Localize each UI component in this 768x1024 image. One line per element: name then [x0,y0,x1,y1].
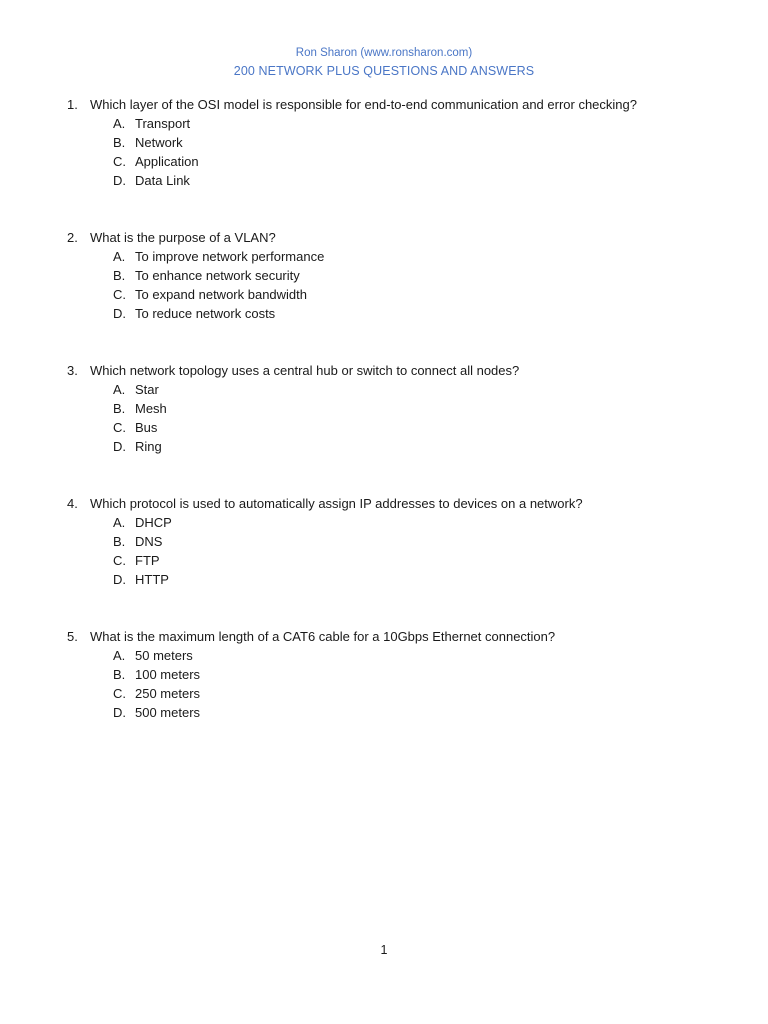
option-letter: A. [113,382,126,397]
answer-option-a [67,513,747,532]
answer-option-c [67,684,747,703]
option-text: Star [135,382,159,397]
option-text: DNS [135,534,163,549]
option-text: 50 meters [135,648,193,663]
answer-option-b [67,532,747,551]
answer-option-b [67,266,747,285]
question-1 [67,95,747,190]
question-number: 5. [67,629,78,644]
answer-option-c [67,551,747,570]
page-number: 1 [380,943,388,957]
question-text: Which network topology uses a central hub or switch to connect all nodes? [90,363,520,378]
question-text: What is the purpose of a VLAN? [90,230,276,245]
option-letter: C. [113,287,126,302]
option-text: DHCP [135,515,172,530]
question-3 [67,361,747,456]
option-text: To expand network bandwidth [135,287,308,302]
option-text: 100 meters [135,667,201,682]
question-2 [67,228,747,323]
answer-option-d [67,437,747,456]
answer-option-d [67,304,747,323]
answer-option-c [67,418,747,437]
question-number: 1. [67,97,78,112]
answer-option-c [67,285,747,304]
answer-option-b [67,133,747,152]
option-letter: B. [113,534,126,549]
answer-option-a [67,114,747,133]
option-letter: B. [113,268,126,283]
answer-option-b [67,665,747,684]
option-letter: A. [113,515,126,530]
answer-option-a [67,247,747,266]
answer-option-b [67,399,747,418]
option-text: FTP [135,553,160,568]
answer-option-c [67,152,747,171]
option-text: Application [135,154,199,169]
option-letter: C. [113,154,126,169]
option-letter: D. [113,439,126,454]
option-letter: C. [113,553,126,568]
question-text-line [67,95,747,114]
question-number: 3. [67,363,78,378]
option-letter: D. [113,705,126,720]
option-letter: C. [113,420,126,435]
option-text: HTTP [135,572,169,587]
header-author: Ron Sharon (www.ronsharon.com) [295,47,473,59]
question-text: What is the maximum length of a CAT6 cable for a 10Gbps Ethernet connection? [90,629,556,644]
option-letter: D. [113,572,126,587]
option-text: To reduce network costs [135,306,276,321]
question-4 [67,494,747,589]
option-text: Mesh [135,401,167,416]
option-letter: B. [113,401,126,416]
question-text: Which protocol is used to automatically assign IP addresses to devices on a network? [90,496,583,511]
option-text: To improve network performance [135,249,325,264]
option-text: Transport [135,116,191,131]
question-text-line [67,494,747,513]
option-text: 500 meters [135,705,201,720]
option-text: Network [135,135,183,150]
option-letter: D. [113,306,126,321]
question-text-line [67,627,747,646]
answer-option-a [67,380,747,399]
option-letter: D. [113,173,126,188]
question-number: 2. [67,230,78,245]
option-text: Ring [135,439,162,454]
option-letter: B. [113,135,126,150]
option-text: Data Link [135,173,190,188]
document-title: 200 NETWORK PLUS QUESTIONS AND ANSWERS [233,64,535,78]
option-letter: A. [113,648,126,663]
option-text: To enhance network security [135,268,300,283]
option-letter: B. [113,667,126,682]
question-text-line [67,228,747,247]
question-text-line [67,361,747,380]
answer-option-d [67,570,747,589]
answer-option-a [67,646,747,665]
option-letter: A. [113,249,126,264]
option-text: Bus [135,420,158,435]
question-number: 4. [67,496,78,511]
answer-option-d [67,703,747,722]
question-text: Which layer of the OSI model is responsible for end-to-end communication and error checking? [90,97,637,112]
option-letter: A. [113,116,126,131]
option-text: 250 meters [135,686,201,701]
option-letter: C. [113,686,126,701]
answer-option-d [67,171,747,190]
question-5 [67,627,747,722]
